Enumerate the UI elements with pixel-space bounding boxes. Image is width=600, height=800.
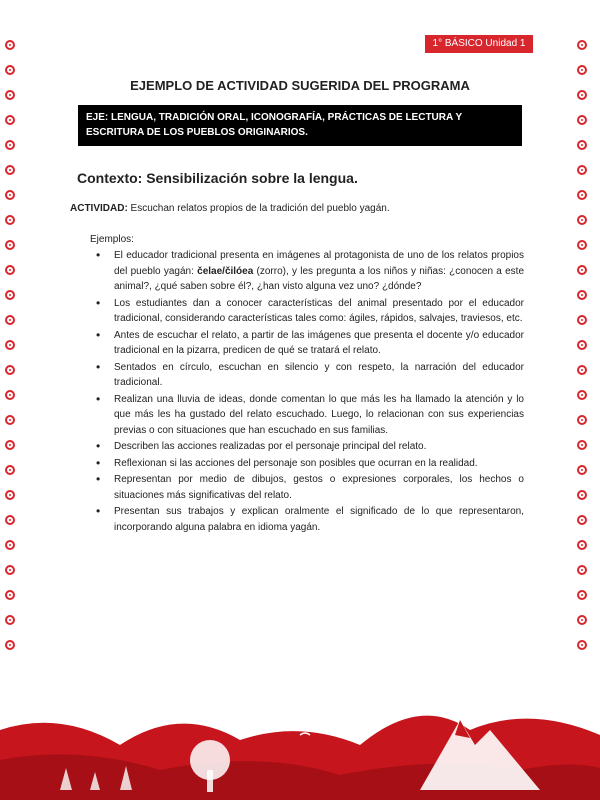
- ornament-icon: [577, 190, 587, 200]
- ornament-icon: [577, 115, 587, 125]
- activity-text: Escuchan relatos propios de la tradición del pueblo yagán.: [127, 203, 390, 214]
- ornament-icon: [5, 240, 15, 250]
- ornament-icon: [5, 490, 15, 500]
- ornament-icon: [577, 540, 587, 550]
- eje-banner: EJE: LENGUA, TRADICIÓN ORAL, ICONOGRAFÍA, PRÁCTICAS DE LECTURA Y ESCRITURA DE LOS PUEBLOS ORIGINARIOS.: [78, 105, 522, 146]
- ornament-icon: [577, 615, 587, 625]
- ornament-icon: [577, 390, 587, 400]
- ornament-icon: [577, 490, 587, 500]
- activity-label: ACTIVIDAD:: [70, 203, 128, 214]
- list-item: • Describen las acciones realizadas por el personaje principal del relato.: [96, 439, 524, 455]
- list-item: • Sentados en círculo, escuchan en silencio y con respeto, la narración del educador tradicional.: [96, 360, 524, 391]
- ornament-icon: [577, 465, 587, 475]
- ornament-icon: [577, 590, 587, 600]
- ornament-icon: [5, 415, 15, 425]
- context-heading: Contexto: Sensibilización sobre la lengua.: [77, 170, 358, 186]
- list-item: • El educador tradicional presenta en imágenes al protagonista de uno de los relatos propios del pueblo yagán: čelae/čilóea (zorro), y les pregunta a los niños y niñas: ¿conocen a este animal?, ¿qué saben sobre él?, ¿han visto alguna vez uno? ¿dónde?: [96, 248, 524, 295]
- activity-line: [70, 203, 390, 214]
- list-item: • Reflexionan si las acciones del personaje son posibles que ocurran en la realidad.: [96, 456, 524, 472]
- yagan-word: čelae/čilóea: [197, 265, 254, 277]
- ornament-icon: [5, 190, 15, 200]
- examples-label: Ejemplos:: [90, 234, 134, 245]
- ornament-icon: [5, 65, 15, 75]
- ornament-icon: [5, 515, 15, 525]
- ornament-icon: [577, 290, 587, 300]
- ornament-icon: [5, 315, 15, 325]
- ornament-icon: [5, 365, 15, 375]
- ornament-icon: [577, 515, 587, 525]
- ornament-icon: [5, 140, 15, 150]
- ornament-icon: [5, 340, 15, 350]
- ornament-icon: [5, 590, 15, 600]
- ornament-icon: [5, 165, 15, 175]
- ornament-icon: [577, 215, 587, 225]
- ornament-icon: [577, 240, 587, 250]
- ornament-icon: [577, 165, 587, 175]
- ornament-icon: [5, 215, 15, 225]
- list-item: • Antes de escuchar el relato, a partir de las imágenes que presenta el docente y/o educador tradicional en la pizarra, predicen de qué se tratará el relato.: [96, 328, 524, 359]
- ornament-icon: [5, 390, 15, 400]
- ornament-icon: [577, 65, 587, 75]
- grade-unit-badge: 1° BÁSICO Unidad 1: [425, 35, 533, 53]
- ornament-icon: [5, 640, 15, 650]
- examples-list: [96, 248, 524, 536]
- ornament-icon: [577, 315, 587, 325]
- ornament-icon: [5, 615, 15, 625]
- ornament-icon: [577, 365, 587, 375]
- ornament-icon: [577, 265, 587, 275]
- ornament-icon: [5, 440, 15, 450]
- ornament-icon: [577, 40, 587, 50]
- ornament-icon: [577, 340, 587, 350]
- page-title: EJEMPLO DE ACTIVIDAD SUGERIDA DEL PROGRAMA: [130, 78, 470, 93]
- list-item: • Presentan sus trabajos y explican oralmente el significado de lo que representaron, incorporando alguna palabra en idioma yagán.: [96, 504, 524, 535]
- ornament-icon: [577, 640, 587, 650]
- left-ornament-border: [2, 40, 18, 665]
- ornament-icon: [5, 565, 15, 575]
- ornament-icon: [5, 40, 15, 50]
- ornament-icon: [5, 290, 15, 300]
- list-item: • Los estudiantes dan a conocer características del animal presentado por el educador tradicional, considerando características tales como: ágiles, rápidos, salvajes, traviesos, etc.: [96, 296, 524, 327]
- footer-illustration: [0, 690, 600, 800]
- ornament-icon: [5, 465, 15, 475]
- right-ornament-border: [574, 40, 590, 665]
- list-item: • Realizan una lluvia de ideas, donde comentan lo que más les ha llamado la atención y lo que más les ha gustado del relato escuchado. Luego, lo relacionan con sus experiencias previas o con situaciones que han escuchado en sus familias.: [96, 392, 524, 439]
- ornament-icon: [5, 540, 15, 550]
- ornament-icon: [5, 265, 15, 275]
- ornament-icon: [577, 415, 587, 425]
- ornament-icon: [5, 115, 15, 125]
- list-item: • Representan por medio de dibujos, gestos o expresiones corporales, los hechos o situaciones más significativas del relato.: [96, 472, 524, 503]
- ornament-icon: [577, 140, 587, 150]
- ornament-icon: [577, 440, 587, 450]
- ornament-icon: [577, 565, 587, 575]
